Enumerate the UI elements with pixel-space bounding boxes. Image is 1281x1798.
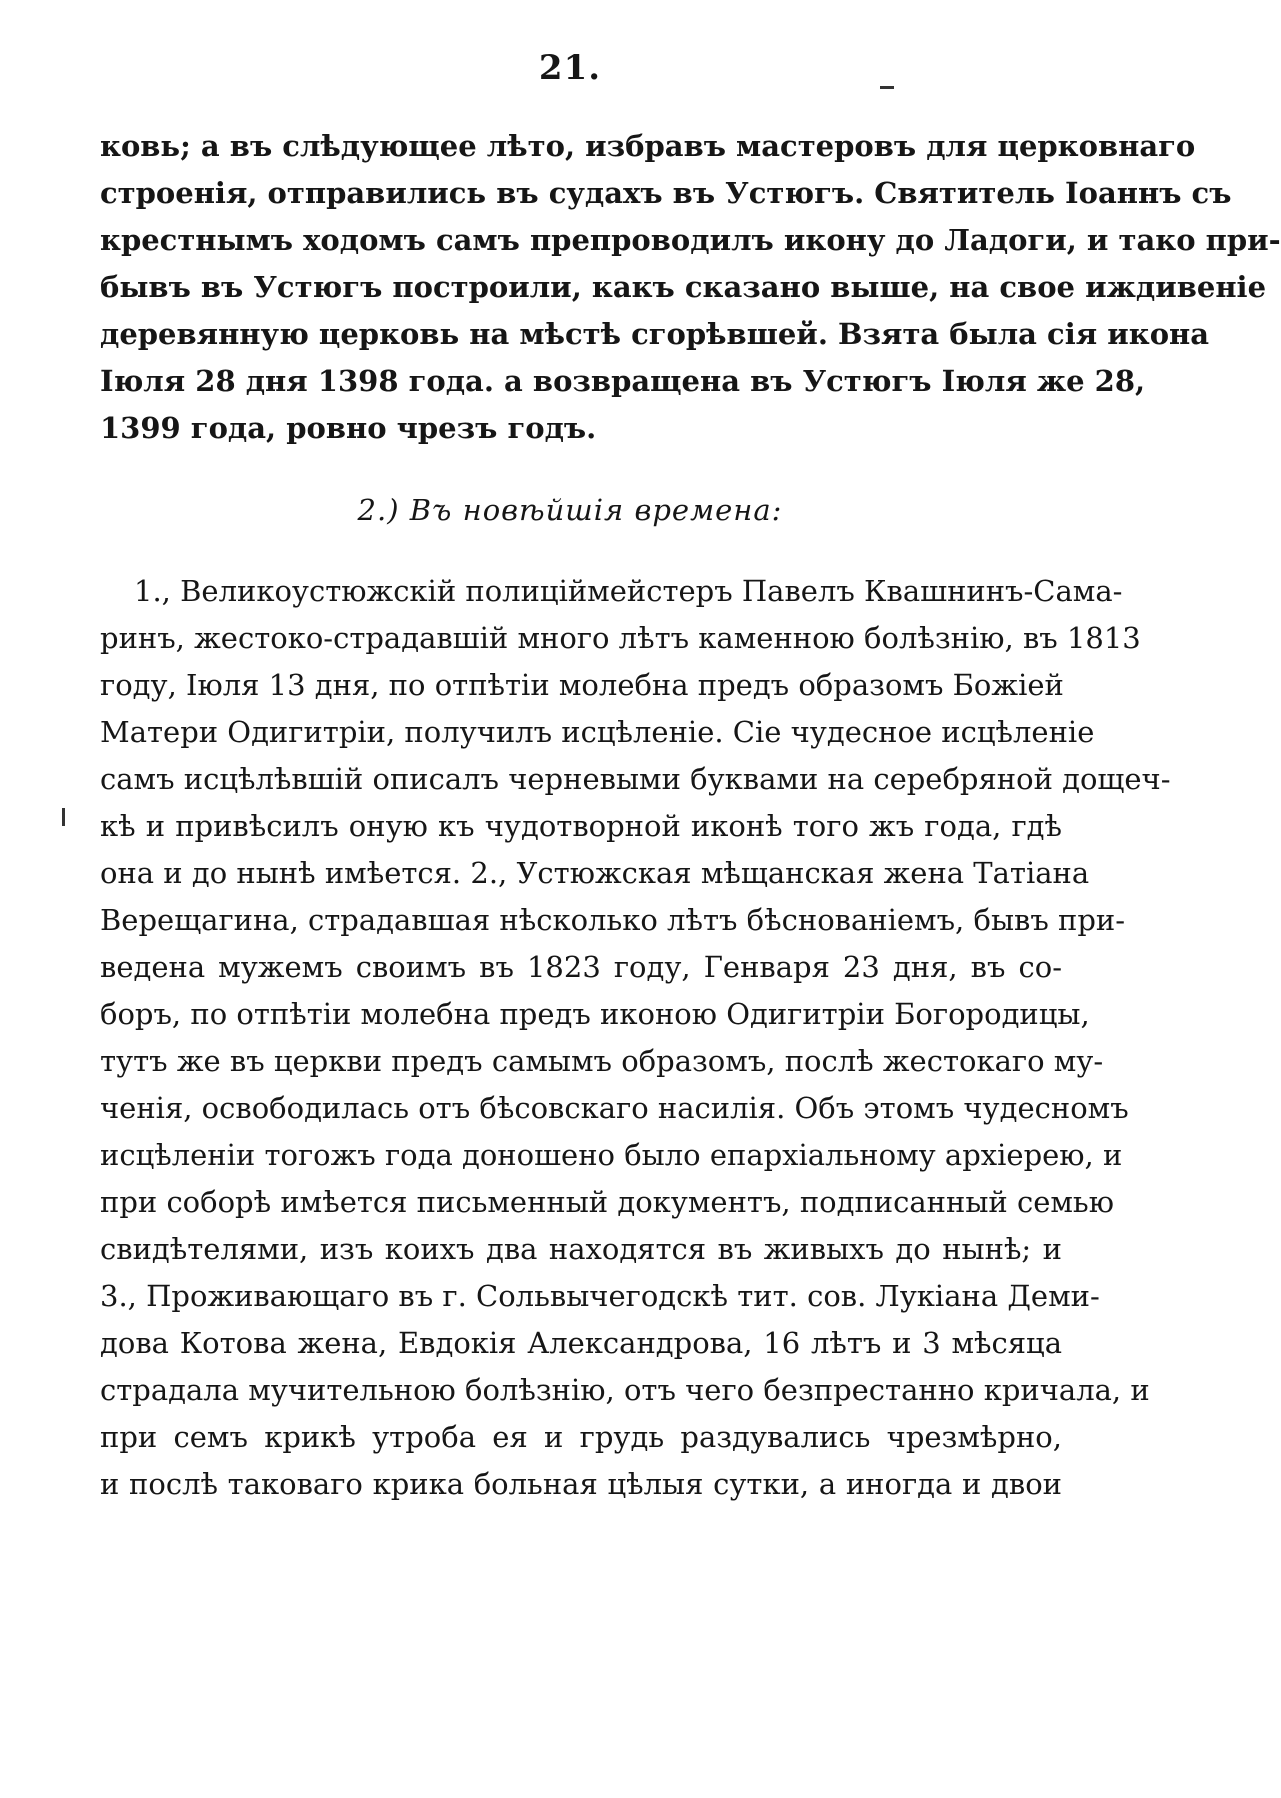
text-line: самъ исцѣлѣвшій описалъ черневыми буквами на серебряной дощеч- — [100, 762, 1171, 796]
text-line: ринъ, жестоко-страдавшій много лѣтъ каменною болѣзнію, въ 1813 — [100, 621, 1141, 655]
paragraph-top — [100, 123, 1281, 452]
text-line: свидѣтелями, изъ коихъ два находятся въ живыхъ до нынѣ; и — [100, 1232, 1062, 1266]
text-line: 3., Проживающаго въ г. Сольвычегодскѣ тит. сов. Лукіана Деми- — [100, 1279, 1100, 1313]
text-line: ченія, освободилась отъ бѣсовскаго насилія. Объ этомъ чудесномъ — [100, 1091, 1129, 1125]
paragraph-main — [100, 568, 1171, 1508]
text-line: деревянную церковь на мѣстѣ сгорѣвшей. Взята была сія икона — [100, 317, 1210, 351]
text-line: строенія, отправились въ судахъ въ Устюгъ. Святитель Іоаннъ съ — [100, 176, 1232, 210]
text-line: ведена мужемъ своимъ въ 1823 году, Генваря 23 дня, въ со- — [100, 950, 1062, 984]
text-line: при семъ крикѣ утроба ея и грудь раздувались чрезмѣрно, — [100, 1420, 1062, 1454]
section-heading: 2.) Въ новѣйшія времена: — [357, 493, 783, 527]
text-line: ковь; а въ слѣдующее лѣто, избравъ мастеровъ для церковнаго — [100, 129, 1196, 163]
page-number: 21. — [538, 48, 602, 88]
print-mark — [880, 86, 894, 89]
text-line: году, Іюля 13 дня, по отпѣтіи молебна предъ образомъ Божіей — [100, 668, 1064, 702]
text-line: дова Котова жена, Евдокія Александрова, 16 лѣтъ и 3 мѣсяца — [100, 1326, 1062, 1360]
text-line: страдала мучительною болѣзнію, отъ чего безпрестанно кричала, и — [100, 1373, 1150, 1407]
text-line: крестнымъ ходомъ самъ препроводилъ икону до Ладоги, и тако при- — [100, 223, 1281, 257]
text-line: Матери Одигитріи, получилъ исцѣленіе. Сіе чудесное исцѣленіе — [100, 715, 1095, 749]
text-line: Іюля 28 дня 1398 года. а возвращена въ Устюгъ Іюля же 28, — [100, 364, 1146, 398]
text-line: 1., Великоустюжскій полицiймейстеръ Павелъ Квашнинъ-Сама- — [134, 574, 1123, 608]
text-line: боръ, по отпѣтіи молебна предъ иконою Одигитріи Богородицы, — [100, 997, 1090, 1031]
text-line: кѣ и привѣсилъ оную къ чудотворной иконѣ того жъ года, гдѣ — [100, 809, 1062, 843]
text-line: тутъ же въ церкви предъ самымъ образомъ, послѣ жестокаго му- — [100, 1044, 1104, 1078]
text-line: 1399 года, ровно чрезъ годъ. — [100, 411, 597, 445]
text-line: Верещагина, страдавшая нѣсколько лѣтъ бѣснованіемъ, бывъ при- — [100, 903, 1126, 937]
text-line: она и до нынѣ имѣется. 2., Устюжская мѣщанская жена Татіана — [100, 856, 1090, 890]
margin-mark — [62, 808, 65, 826]
text-line: бывъ въ Устюгъ построили, какъ сказано выше, на свое иждивеніе — [100, 270, 1267, 304]
text-line: и послѣ таковаго крика больная цѣлыя сутки, а иногда и двои — [100, 1467, 1062, 1501]
text-line: при соборѣ имѣется письменный документъ, подписанный семью — [100, 1185, 1114, 1219]
text-line: исцѣленіи тогожъ года доношено было епархіальному архіерею, и — [100, 1138, 1123, 1172]
